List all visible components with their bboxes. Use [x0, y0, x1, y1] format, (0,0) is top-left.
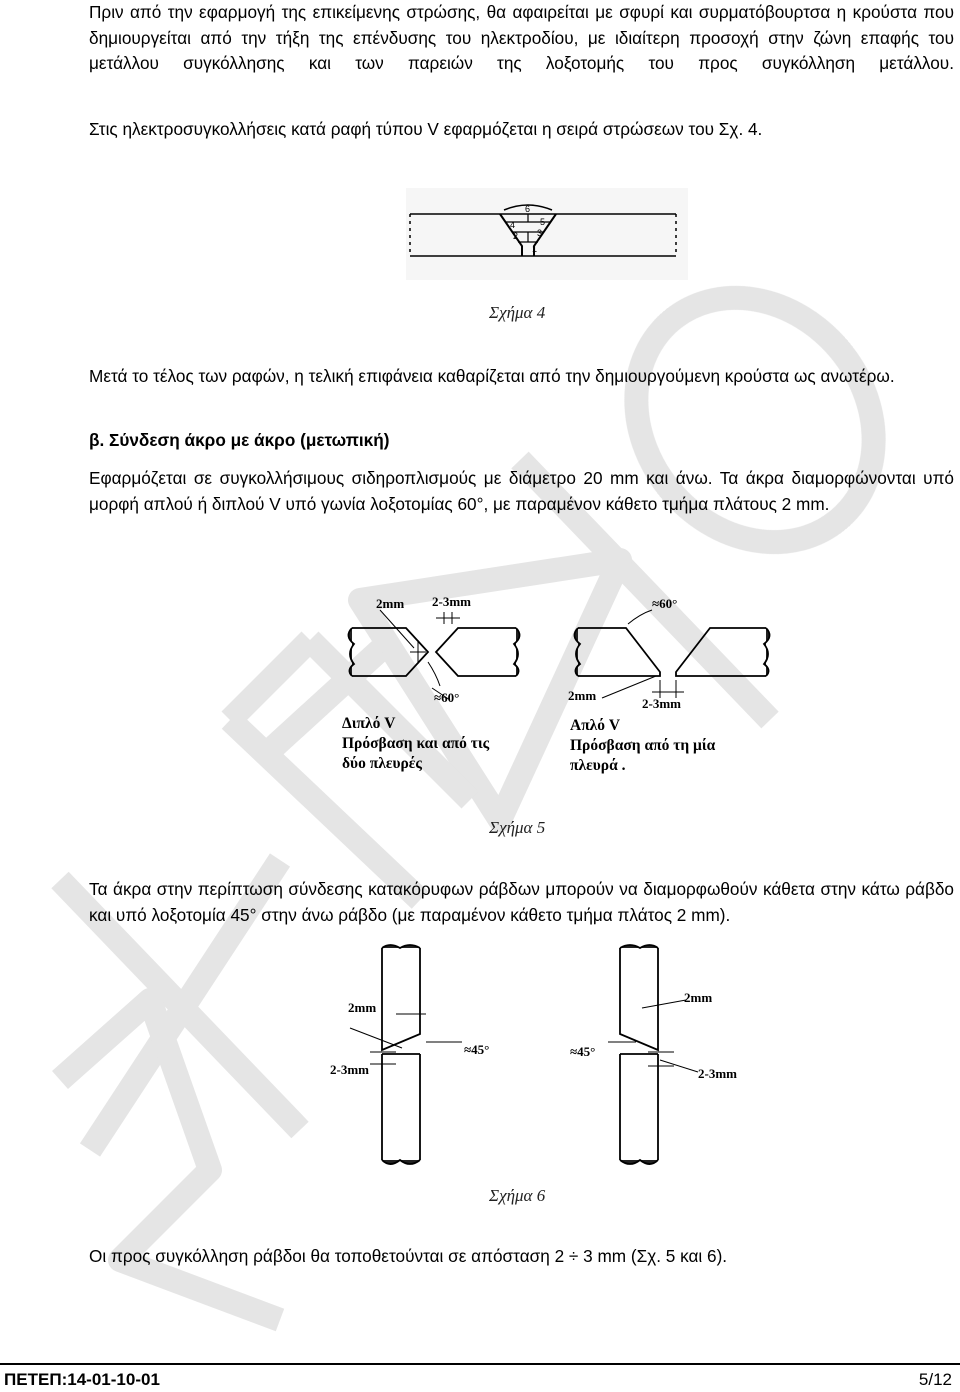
fig6-left-angle-label: ≈45°	[464, 1042, 490, 1057]
left-2mm-label: 2mm	[376, 596, 405, 611]
left-gap-label: 2-3mm	[432, 594, 471, 609]
single-v-line1: Πρόσβαση από τη μία	[570, 737, 716, 754]
single-v-line2: πλευρά .	[570, 757, 626, 774]
fig6-left-gap-label: 2-3mm	[330, 1062, 369, 1077]
fig6-right-angle-label: ≈45°	[570, 1044, 596, 1059]
double-v-title: Διπλό V	[342, 715, 396, 732]
right-angle-label: ≈60°	[652, 596, 678, 611]
section-heading-b: β. Σύνδεση άκρο με άκρο (μετωπική)	[89, 430, 390, 450]
figure-4-caption: Σχήμα 4	[489, 303, 546, 322]
figure-6-caption: Σχήμα 6	[489, 1186, 546, 1205]
figure-4-weld-passes	[406, 188, 688, 280]
single-v-title: Απλό V	[570, 717, 621, 734]
figure-6-vertical-bars	[330, 942, 770, 1170]
right-2mm-label: 2mm	[568, 688, 597, 703]
double-v-line2: δύο πλευρές	[342, 755, 422, 772]
paragraph-crust-removal: Πριν από την εφαρμογή της επικείμενης στρώσης, θα αφαιρείται με σφυρί και συρματόβουρτσα η κρούστα που δημιουργείται από την τήξη της επένδυσης του ηλεκτροδίου, με ιδιαίτερη προσοχή στην ζώνη επαφής του μετάλλου συγκόλλησης και των παρειών της λοξοτομής του προς συγκόλληση μετάλλου.	[89, 2, 954, 73]
fig6-right-2mm-label: 2mm	[684, 990, 713, 1005]
footer-document-code: ΠΕΤΕΠ:14-01-10-01	[4, 1370, 160, 1389]
double-v-line1: Πρόσβαση και από τις	[342, 735, 490, 752]
paragraph-final-cleaning: Μετά το τέλος των ραφών, η τελική επιφάνεια καθαρίζεται από την δημιουργούμενη κρούστα ως ανωτέρω.	[89, 366, 895, 386]
figure-5-butt-joints	[340, 588, 780, 798]
paragraph-vertical-bars: Τα άκρα στην περίπτωση σύνδεσης κατακόρυφων ράβδων μπορούν να διαμορφωθούν κάθετα στην κάτω ράβδο και υπό λοξοτομία 45° στην άνω ράβδο (με παραμένον κάθετο τμήμα πλάτος 2 mm).	[89, 879, 954, 925]
paragraph-butt-joint: Εφαρμόζεται σε συγκολλήσιμους σιδηροπλισμούς με διάμετρο 20 mm και άνω. Τα άκρα διαμορφώνονται υπό μορφή απλού ή διπλού V υπό γωνία λοξοτομίας 60°, με παραμένον κάθετο τμήμα πλάτους 2 mm.	[89, 468, 954, 514]
pass-4: 4	[510, 220, 516, 230]
paragraph-bar-spacing: Οι προς συγκόλληση ράβδοι θα τοποθετούνται σε απόσταση 2 ÷ 3 mm (Σχ. 5 και 6).	[89, 1246, 728, 1266]
figure-5-caption: Σχήμα 5	[489, 818, 546, 837]
pass-5: 5	[540, 217, 546, 227]
left-angle-label: ≈60°	[434, 690, 460, 705]
footer-rule	[0, 1363, 960, 1365]
right-gap-label: 2-3mm	[642, 696, 681, 711]
footer-page-number: 5/12	[918, 1370, 952, 1389]
pass-6: 6	[525, 204, 531, 214]
fig6-right-gap-label: 2-3mm	[698, 1066, 737, 1081]
pass-1: 1	[532, 244, 538, 254]
pass-3: 3	[537, 228, 543, 238]
paragraph-v-weld-layers: Στις ηλεκτροσυγκολλήσεις κατά ραφή τύπου V εφαρμόζεται η σειρά στρώσεων του Σχ. 4.	[89, 119, 763, 139]
fig6-left-2mm-label: 2mm	[348, 1000, 377, 1015]
pass-2: 2	[513, 231, 519, 241]
